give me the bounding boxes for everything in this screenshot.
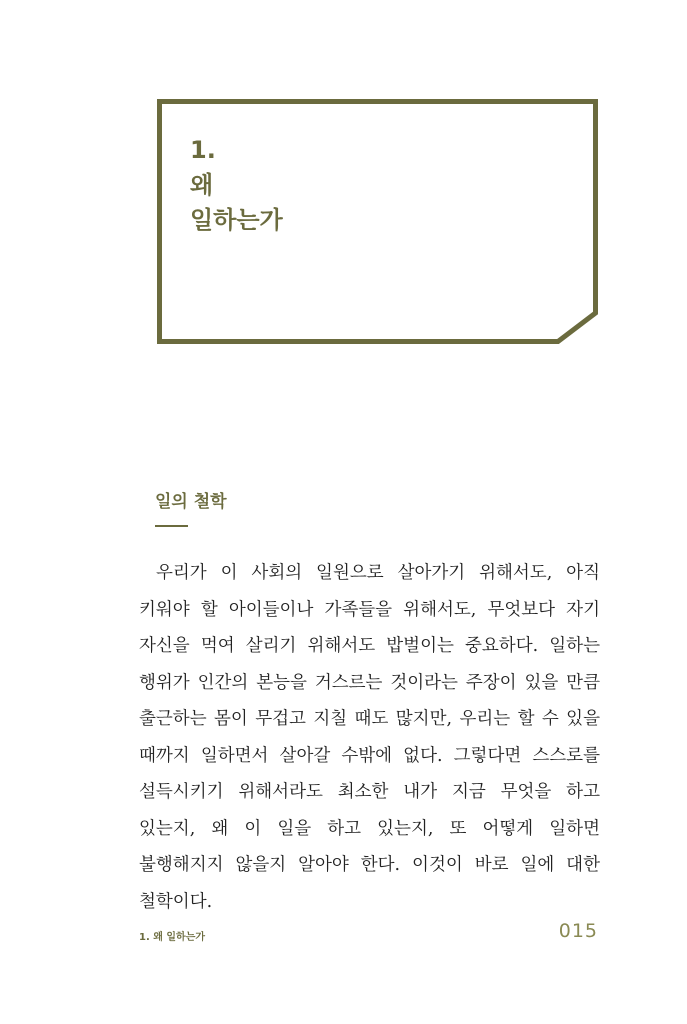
page-number: 015 [558, 920, 598, 942]
chapter-title-line-2: 일하는가 [190, 206, 283, 234]
running-title: 1. 왜 일하는가 [139, 932, 206, 943]
chapter-number: 1. [190, 136, 216, 164]
body-paragraph: 우리가 이 사회의 일원으로 살아가기 위해서도, 아직 키워야 할 아이들이나 가족들을 위해서도, 무엇보다 자기 자신을 먹여 살리기 위해서도 밥벌이는 중요하다. 일하는 행위가 인간의 본능을 거스르는 것이라는 주장이 있을 만큼 출근하는 몸이 무겁고 지칠 때도 많지만, 우리는 할 수 있을 때까지 일하면서 살아갈 수밖에 없다. 그렇다면 스스로를 설득시키기 위해서라도 최소한 내가 지금 무엇을 하고 있는지, 왜 이 일을 하고 있는지, 또 어떻게 일하면 불행해지지 않을지 알아야 한다. 이것이 바로 일에 대한 철학이다. [139, 563, 600, 912]
section-title: 일의 철학 [155, 492, 227, 512]
section-divider [155, 525, 188, 527]
chapter-title-line-1: 왜 [190, 171, 214, 199]
chapter-heading [190, 133, 283, 238]
